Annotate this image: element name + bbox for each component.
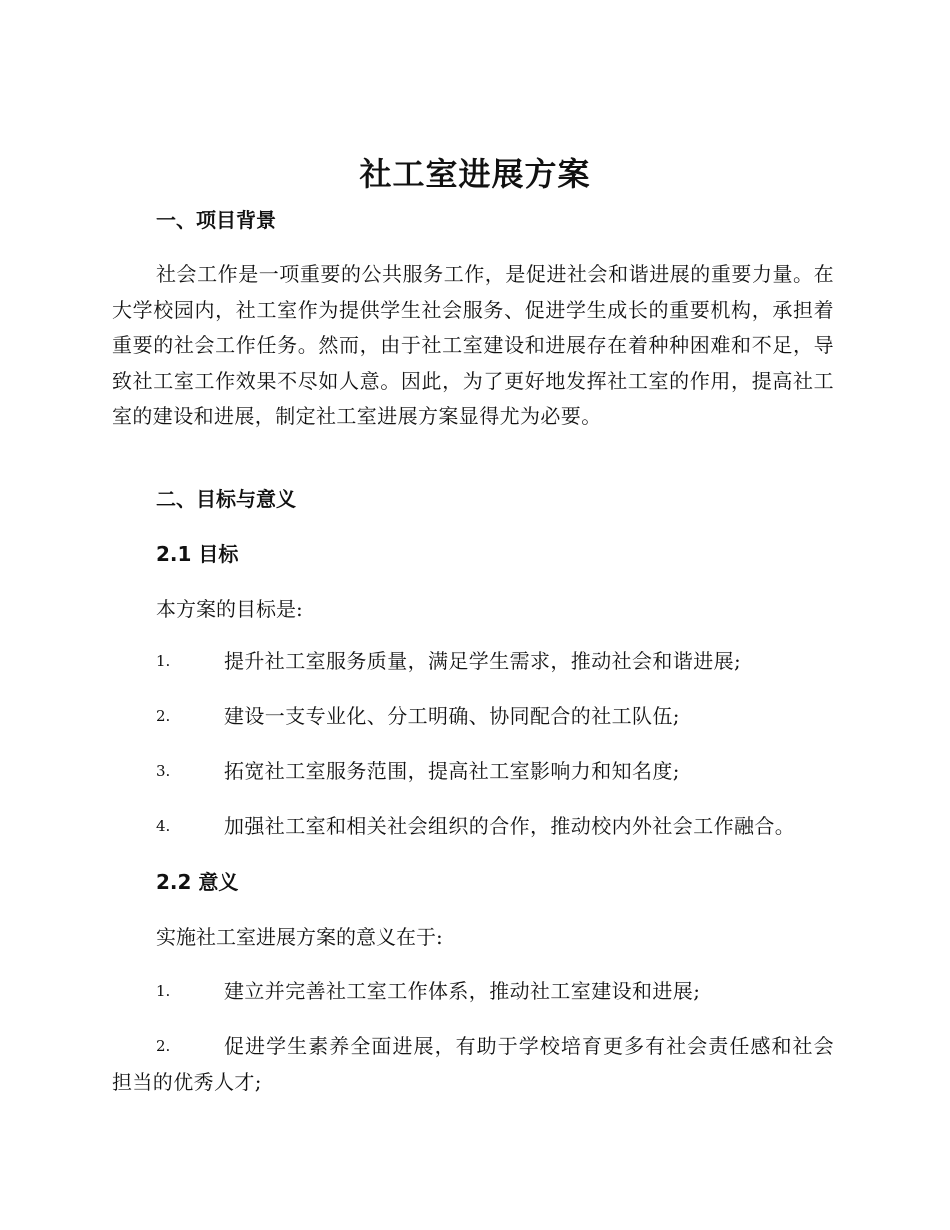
list-number: 2.	[156, 1037, 171, 1055]
list-text: 促进学生素养全面进展，有助于学校培育更多有社会责任感和社会担当的优秀人才;	[112, 1034, 834, 1094]
document-title: 社工室进展方案	[359, 155, 591, 193]
list-text: 拓宽社工室服务范围，提高社工室影响力和知名度;	[224, 759, 680, 783]
goals-intro: 本方案的目标是:	[156, 597, 303, 621]
subsection-heading-goals: 2.1 目标	[156, 542, 239, 566]
list-text: 提升社工室服务质量，满足学生需求，推动社会和谐进展;	[224, 649, 742, 673]
list-number: 3.	[156, 762, 171, 780]
significance-intro: 实施社工室进展方案的意义在于:	[156, 925, 443, 949]
list-number: 1.	[156, 652, 171, 670]
list-item	[112, 644, 834, 680]
list-text: 加强社工室和相关社会组织的合作，推动校内外社会工作融合。	[224, 814, 796, 838]
list-item	[112, 809, 834, 845]
list-number: 2.	[156, 707, 171, 725]
list-number: 1.	[156, 982, 171, 1000]
list-item	[112, 1029, 834, 1100]
list-text: 建立并完善社工室工作体系，推动社工室建设和进展;	[224, 979, 701, 1003]
section-heading-goals: 二、目标与意义	[156, 487, 296, 511]
list-number: 4.	[156, 817, 171, 835]
subsection-heading-significance: 2.2 意义	[156, 870, 239, 894]
list-item	[112, 699, 834, 735]
background-paragraph: 社会工作是一项重要的公共服务工作，是促进社会和谐进展的重要力量。在大学校园内，社工室作为提供学生社会服务、促进学生成长的重要机构，承担着重要的社会工作任务。然而，由于社工室建设和进展存在着种种困难和不足，导致社工室工作效果不尽如人意。因此，为了更好地发挥社工室的作用，提高社工室的建设和进展，制定社工室进展方案显得尤为必要。	[112, 262, 834, 428]
list-text: 建设一支专业化、分工明确、协同配合的社工队伍;	[224, 704, 680, 728]
section-heading-background: 一、项目背景	[156, 208, 276, 232]
list-item	[112, 754, 834, 790]
list-item	[112, 974, 834, 1010]
